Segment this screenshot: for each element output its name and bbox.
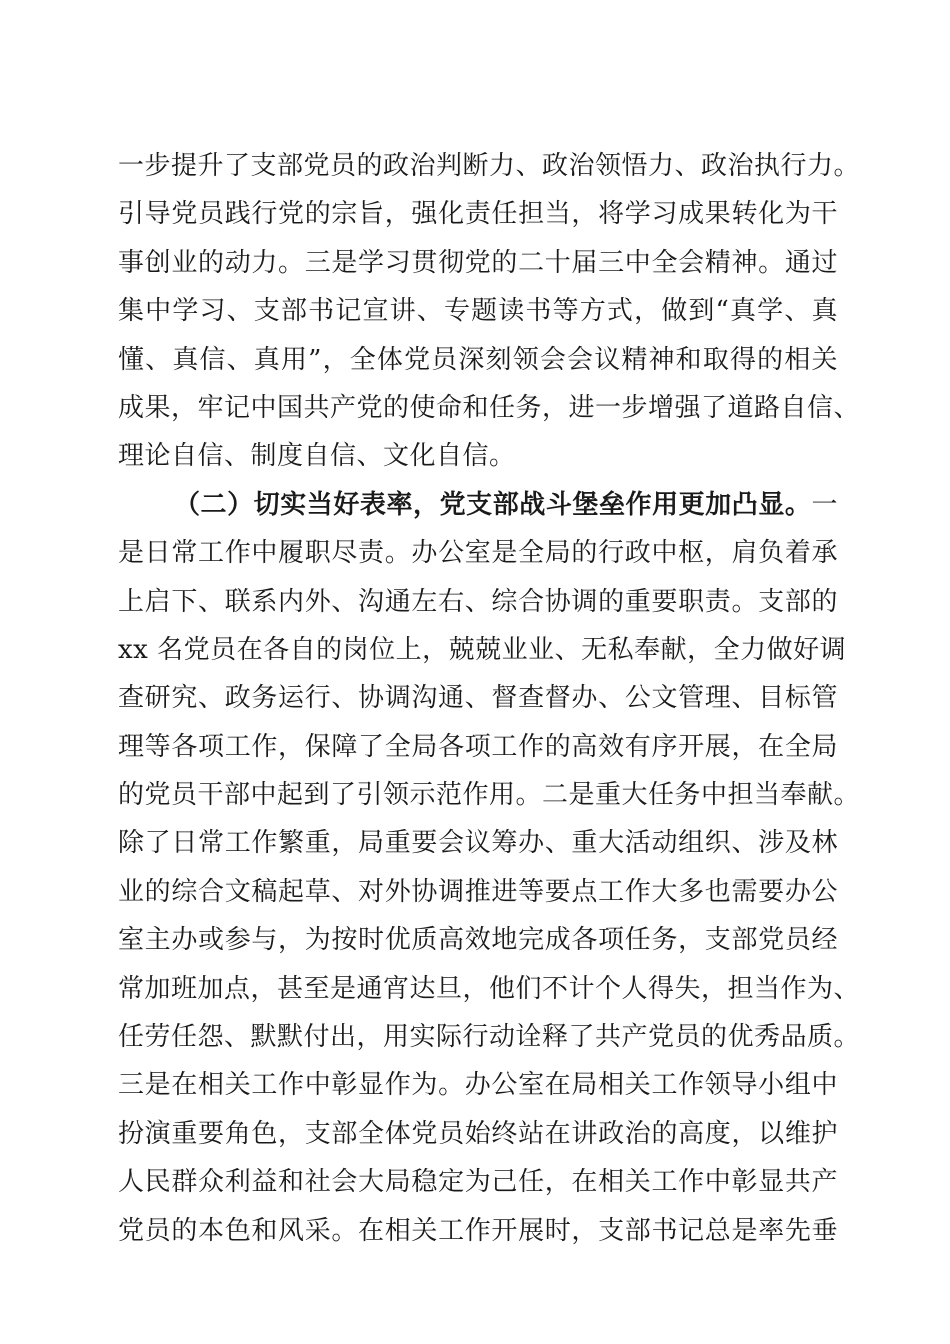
text-line: 除了日常工作繁重，局重要会议筹办、重大活动组织、涉及林: [118, 828, 838, 859]
body-text: [118, 142, 861, 1255]
text-line: 集中学习、支部书记宣讲、专题读书等方式，做到“真学、真: [118, 296, 838, 327]
heading-tail: 一: [811, 489, 838, 520]
text-line: 室主办或参与，为按时优质高效地完成各项任务，支部党员经: [118, 925, 838, 956]
text-line: 一步提升了支部党员的政治判断力、政治领悟力、政治执行力。: [118, 151, 861, 181]
text-line: 任劳任怨、默默付出，用实际行动诠释了共产党员的优秀品质。: [118, 1022, 861, 1053]
text-line: 理等各项工作，保障了全局各项工作的高效有序开展，在全局: [118, 731, 838, 762]
text-line: 的党员干部中起到了引领示范作用。二是重大任务中担当奉献。: [118, 780, 861, 811]
text-line: 人民群众利益和社会大局稳定为己任，在相关工作中彰显共产: [118, 1167, 838, 1198]
text-line: 事创业的动力。三是学习贯彻党的二十届三中全会精神。通过: [118, 247, 838, 278]
section-heading-line: [118, 481, 838, 529]
text-line: 三是在相关工作中彰显作为。办公室在局相关工作领导小组中: [118, 1070, 838, 1101]
text-line: 引导党员践行党的宗旨，强化责任担当，将学习成果转化为干: [118, 199, 838, 230]
text-line: 党员的本色和风采。在相关工作开展时，支部书记总是率先垂: [118, 1215, 838, 1246]
text-line: 扮演重要角色，支部全体党员始终站在讲政治的高度，以维护: [118, 1118, 838, 1149]
text-line: 上启下、联系内外、沟通左右、综合协调的重要职责。支部的: [118, 586, 838, 617]
text-line: 业的综合文稿起草、对外协调推进等要点工作大多也需要办公: [118, 876, 838, 907]
text-line: 查研究、政务运行、协调沟通、督查督办、公文管理、目标管: [118, 683, 838, 714]
text-line: 是日常工作中履职尽责。办公室是全局的行政中枢，肩负着承: [118, 538, 838, 569]
text-line: 成果，牢记中国共产党的使命和任务，进一步增强了道路自信、: [118, 392, 861, 423]
section-heading: （二）切实当好表率，党支部战斗堡垒作用更加凸显。: [174, 489, 812, 520]
text-line: xx 名党员在各自的岗位上，兢兢业业、无私奉献，全力做好调: [118, 634, 847, 665]
text-line: 理论自信、制度自信、文化自信。: [118, 441, 516, 472]
text-line: 懂、真信、真用”，全体党员深刻领会会议精神和取得的相关: [118, 344, 838, 375]
text-line: 常加班加点，甚至是通宵达旦，他们不计个人得失，担当作为、: [118, 973, 861, 1004]
